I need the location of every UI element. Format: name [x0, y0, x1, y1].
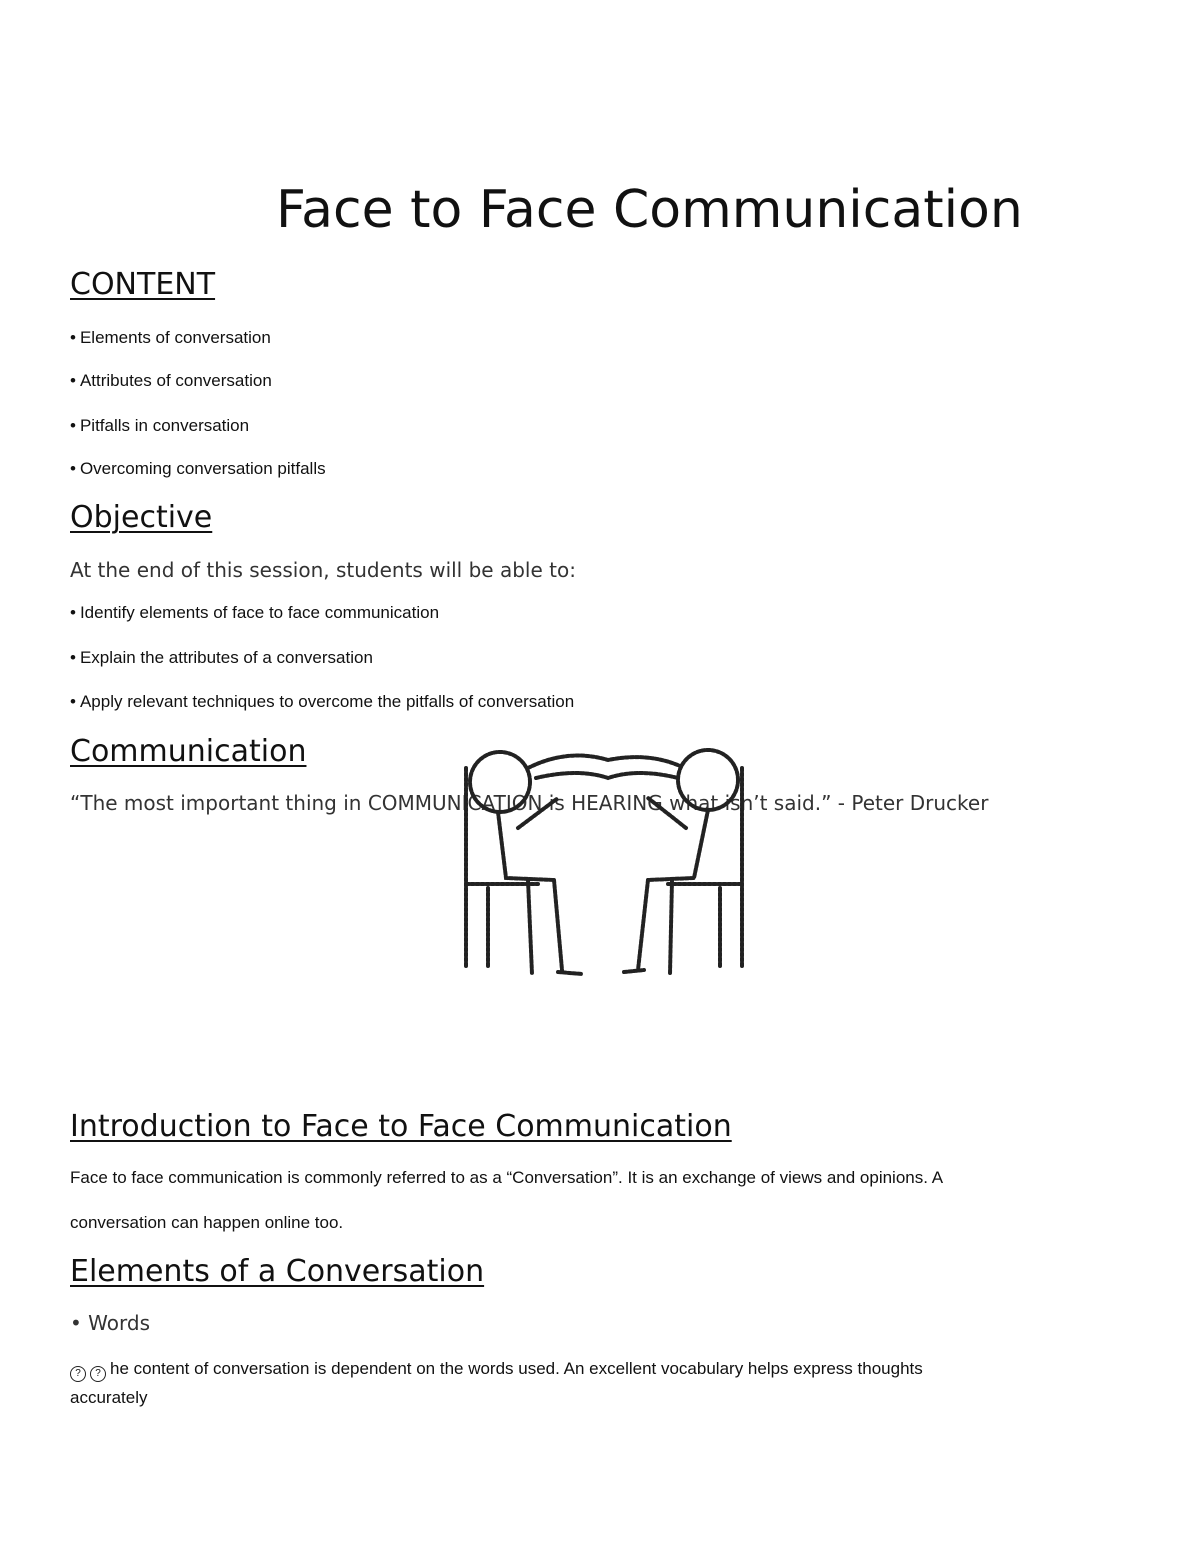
bullet-dot: •	[70, 1311, 82, 1335]
right-person-head	[678, 750, 738, 810]
placeholder-glyph-icon: ?	[70, 1366, 86, 1382]
introduction-line-1: Face to face communication is commonly referred to as a “Conversation”. It is an exchange of views and opinions. A	[70, 1168, 944, 1187]
objective-item-apply: • Apply relevant techniques to overcome the pitfalls of conversation	[70, 692, 575, 711]
content-item-attributes: • Attributes of conversation	[70, 371, 272, 390]
elements-text-line-1: ? ? he content of conversation is dependent on the words used. An excellent vocabulary helps express thoughts	[70, 1357, 923, 1382]
bullet-dot: •	[70, 603, 76, 622]
objective-item-identify: • Identify elements of face to face communication	[70, 603, 440, 622]
document-title: Face to Face Communication	[276, 180, 1023, 240]
bullet-dot: •	[70, 416, 76, 435]
bullet-dot: •	[70, 328, 76, 347]
placeholder-glyph-icon: ?	[90, 1366, 106, 1382]
content-item-overcoming: • Overcoming conversation pitfalls	[70, 459, 326, 478]
bullet-dot: •	[70, 371, 76, 390]
left-person-head	[470, 752, 530, 812]
introduction-line-2: conversation can happen online too.	[70, 1213, 344, 1232]
bullet-dot: •	[70, 459, 76, 478]
objective-item-explain: • Explain the attributes of a conversation	[70, 648, 373, 667]
conversation-illustration	[458, 738, 750, 980]
content-item-pitfalls: • Pitfalls in conversation	[70, 416, 250, 435]
objective-heading: Objective	[70, 500, 213, 535]
introduction-heading: Introduction to Face to Face Communication	[70, 1109, 732, 1144]
drucker-quote: “The most important thing in COMMUNICATION is HEARING what isn’t said.” - Peter Drucker	[70, 791, 989, 815]
elements-text-line-2: accurately	[70, 1388, 148, 1407]
elements-heading: Elements of a Conversation	[70, 1254, 485, 1289]
content-heading: CONTENT	[70, 267, 216, 302]
bullet-dot: •	[70, 648, 76, 667]
content-item-elements: • Elements of conversation	[70, 328, 271, 347]
bullet-dot: •	[70, 692, 76, 711]
table-top	[528, 756, 680, 769]
elements-bullet-words: • Words	[70, 1311, 150, 1335]
communication-heading: Communication	[70, 734, 307, 769]
objective-lead: At the end of this session, students will be able to:	[70, 558, 576, 582]
